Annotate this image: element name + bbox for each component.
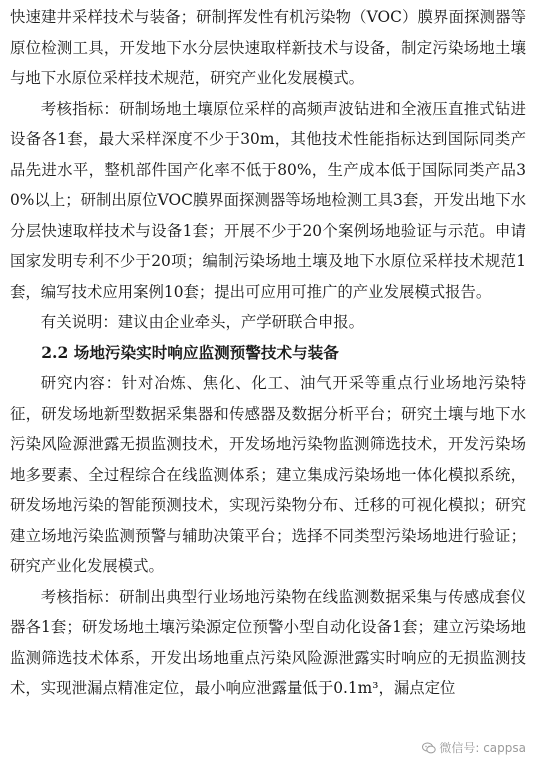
wechat-icon [422,742,436,754]
paragraph-research-content: 研究内容：针对冶炼、焦化、化工、油气开采等重点行业场地污染特征，研发场地新型数据采集器和传感器及数据分析平台；研究土壤与地下水污染风险源泄露无损监测技术，开发场地污染物监测筛选技术，开发污染场地多要素、全过程综合在线监测体系；建立集成污染场地一体化模拟系统，研发场地污染的智能预测技术，实现污染物分布、迁移的可视化模拟；研究建立场地污染监测预警与辅助决策平台；选择不同类型污染场地进行验证；研究产业化发展模式。 [10,374,526,575]
watermark-label: 微信号: cappsa [439,741,526,755]
paragraph-assessment-indicators-2: 考核指标：研制出典型行业场地污染物在线监测数据采集与传感成套仪器各1套；研发场地土壤污染源定位预警小型自动化设备1套；建立污染场地监测筛选技术体系，开发出场地重点污染风险源泄露实时响应的无损监测技术，实现泄漏点精准定位，最小响应泄露量低于0.1m³，漏点定位 [10,587,526,697]
paragraph-notes: 有关说明：建议由企业牵头，产学研联合申报。 [40,313,365,331]
paragraph-assessment-indicators: 考核指标：研制场地土壤原位采样的高频声波钻进和全液压直推式钻进设备各1套，最大采样深度不少于30m，其他技术性能指标达到国际同类产品先进水平，整机部件国产化率不低于80%，生产成本低于国际同类产品30%以上；研制出原位VOC膜界面探测器等场地检测工具3套，开发出地下水分层快速取样技术与设备1套；开展不少于20个案例场地验证与示范。申请国家发明专利不少于20项；编制污染场地土壤及地下水原位采样技术规范1套，编写技术应用案例10套；提出可应用可推广的产业发展模式报告。 [10,99,526,301]
paragraph-1: 快速建井采样技术与装备；研制挥发性有机污染物（VOC）膜界面探测器等原位检测工具，开发地下水分层快速取样新技术与设备，制定污染场地土壤与地下水原位采样技术规范，研究产业化发展模式。 [10,8,526,87]
watermark [420,739,528,756]
section-heading: 2.2 场地污染实时响应监测预警技术与装备 [41,342,339,362]
